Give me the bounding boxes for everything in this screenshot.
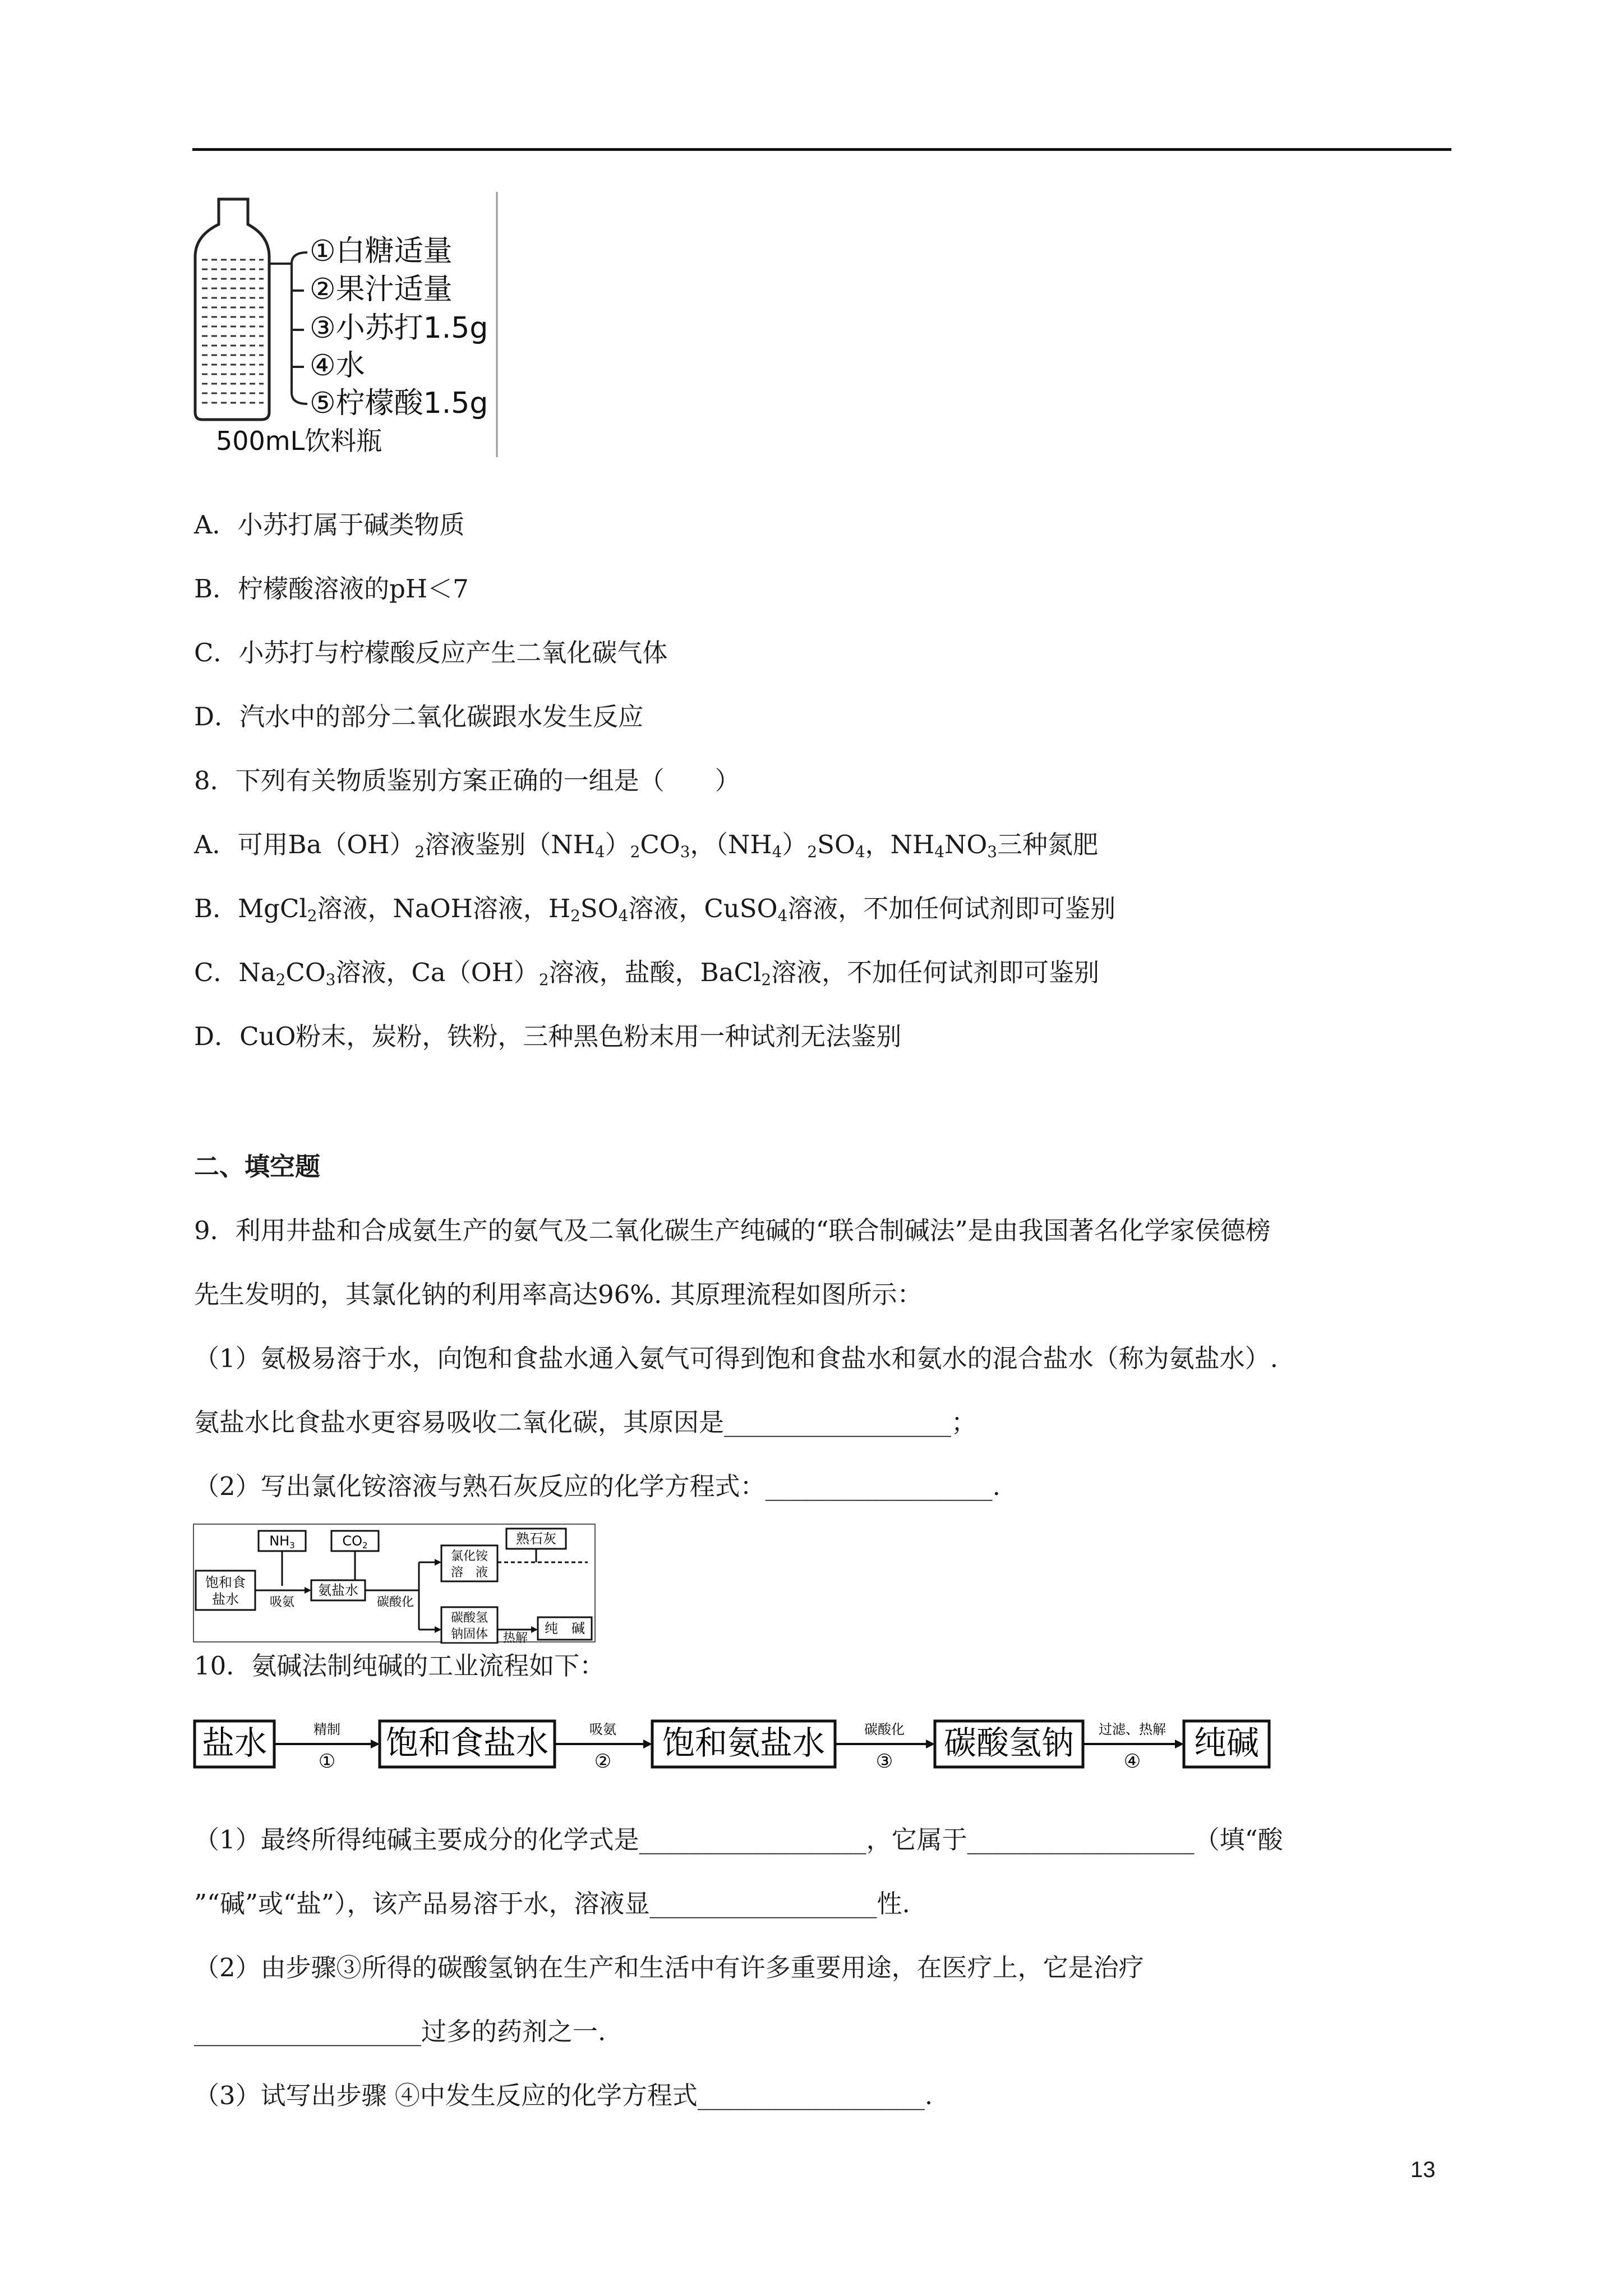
q7-option-d: D．汽水中的部分二氧化碳跟水发生反应 [194,702,644,731]
q10-line-3: （2）由步骤③所得的碳酸氢钠在生产和生活中有许多重要用途，在医疗上，它是治疗 [194,1953,1144,1982]
bottle-item-4: ④水 [310,349,365,383]
q10-line-4: __________________过多的药剂之一. [194,2017,606,2046]
flow-arrow-3 [835,1722,935,1773]
q9-line-1: 9．利用井盐和合成氨生产的氨气及二氧化碳生产纯碱的“联合制碱法”是由我国著名化学家侯德榜 [194,1216,1271,1245]
svg-text:①: ① [318,1750,336,1773]
co2-subscript: 2 [362,1540,368,1550]
q9-line-3: （1）氨极易溶于水，向饱和食盐水通入氨气可得到饱和食盐水和氨水的混合盐水（称为氨盐水）. [194,1343,1278,1373]
ammonia-soda-flow-diagram [192,1523,596,1644]
svg-text:饱和食盐水: 饱和食盐水 [385,1724,549,1762]
heat-label: 热解 [502,1631,528,1644]
svg-text:纯碱: 纯碱 [1193,1724,1260,1762]
svg-text:③: ③ [875,1750,893,1773]
svg-text:碳酸氢钠: 碳酸氢钠 [943,1724,1075,1762]
nh3-subscript: 3 [289,1540,295,1550]
q10-line-2: ”“碱”或“盐”），该产品易溶于水，溶液显__________________性. [194,1889,910,1918]
svg-text:④: ④ [1123,1750,1141,1773]
soda-ash-label: 纯 碱 [545,1621,585,1636]
q7-option-a: A．小苏打属于碱类物质 [194,510,465,540]
flow-arrow-1 [274,1722,380,1773]
brine-label-1: 饱和食 [205,1575,246,1590]
q8-option-c: C．$Na_2CO_3$溶液，$Ca(OH)_2$溶液，盐酸，BaCl$_2$溶液，不加任何试剂即可鉴别 [194,958,1100,989]
bottle-item-1: ①白糖适量 [310,234,453,268]
ammonia-soda-process-flow [192,1714,1275,1780]
flow-arrow-4 [1083,1722,1184,1773]
q7-option-b: B．柠檬酸溶液的pH＜7 [194,574,469,604]
svg-text:过滤、热解: 过滤、热解 [1099,1722,1166,1737]
q10-line-1: （1）最终所得纯碱主要成分的化学式是__________________，它属于__________________（填“酸 [194,1825,1283,1855]
flow-box-5 [1184,1721,1269,1767]
page-number: 13 [1410,2157,1436,2182]
bottle-item-3: ③小苏打1.5g [310,311,488,345]
flow-box-2 [380,1721,555,1767]
svg-text:饱和氨盐水: 饱和氨盐水 [662,1724,826,1762]
flow-box-1 [195,1721,274,1767]
section-heading: 二、填空题 [194,1152,321,1181]
nh4cl-label-2: 溶 液 [450,1566,488,1580]
bottle-item-5: ⑤柠檬酸1.5g [310,386,488,420]
svg-text:②: ② [594,1750,612,1773]
q8-option-a: A．可用$Ba(OH)_2$溶液鉴别$(NH_4)_2CO_3$，$(NH_4)_2SO_4$，$NH_4NO_3$三种氮肥 [194,830,1099,861]
q10-line-5: （3）试写出步骤 ④中发生反应的化学方程式__________________. [194,2081,933,2110]
ammonia-brine-label: 氨盐水 [318,1582,358,1598]
q9-line-2: 先生发明的，其氯化钠的利用率高达96%. 其原理流程如图所示： [194,1280,923,1309]
q8-option-d: D．CuO粉末，炭粉，铁粉，三种黑色粉末用一种试剂无法鉴别 [194,1022,902,1051]
flow-box-3 [652,1721,835,1767]
absorb-label: 吸氨 [269,1595,295,1609]
q9-line-4: 氨盐水比食盐水更容易吸收二氧化碳，其原因是__________________； [194,1407,977,1437]
svg-text:精制: 精制 [313,1722,340,1737]
q9-line-5: （2）写出氯化铵溶液与熟石灰反应的化学方程式：__________________. [194,1471,1000,1501]
q10-stem: 10．氨碱法制纯碱的工业流程如下： [194,1651,605,1681]
bottle-caption: 500mL饮料瓶 [216,426,382,456]
q7-option-c: C．小苏打与柠檬酸反应产生二氧化碳气体 [194,638,668,668]
nh4cl-label-1: 氯化铵 [450,1549,488,1563]
nahco3-label-1: 碳酸氢 [450,1611,488,1625]
bottle-figure [185,191,505,460]
svg-text:碳酸化: 碳酸化 [864,1722,905,1737]
nh3-label: NH [269,1533,290,1549]
lime-label: 熟石灰 [516,1531,556,1547]
co2-label: CO [342,1533,363,1549]
q8-option-b: B．MgCl$_2$溶液，NaOH溶液，$H_2SO_4$溶液，CuSO$_4$溶液，不加任何试剂即可鉴别 [194,894,1116,925]
svg-text:吸氨: 吸氨 [589,1722,616,1737]
flow-box-4 [935,1721,1083,1767]
brine-label-2: 盐水 [212,1591,239,1607]
carbonation-label: 碳酸化 [376,1595,414,1609]
q8-stem: 8．下列有关物质鉴别方案正确的一组是（ ） [194,766,740,795]
header-rule [192,148,1451,151]
bottle-item-2: ②果汁适量 [310,273,453,306]
flow-arrow-2 [555,1722,652,1773]
svg-text:盐水: 盐水 [201,1724,268,1762]
nahco3-label-2: 钠固体 [450,1627,488,1641]
